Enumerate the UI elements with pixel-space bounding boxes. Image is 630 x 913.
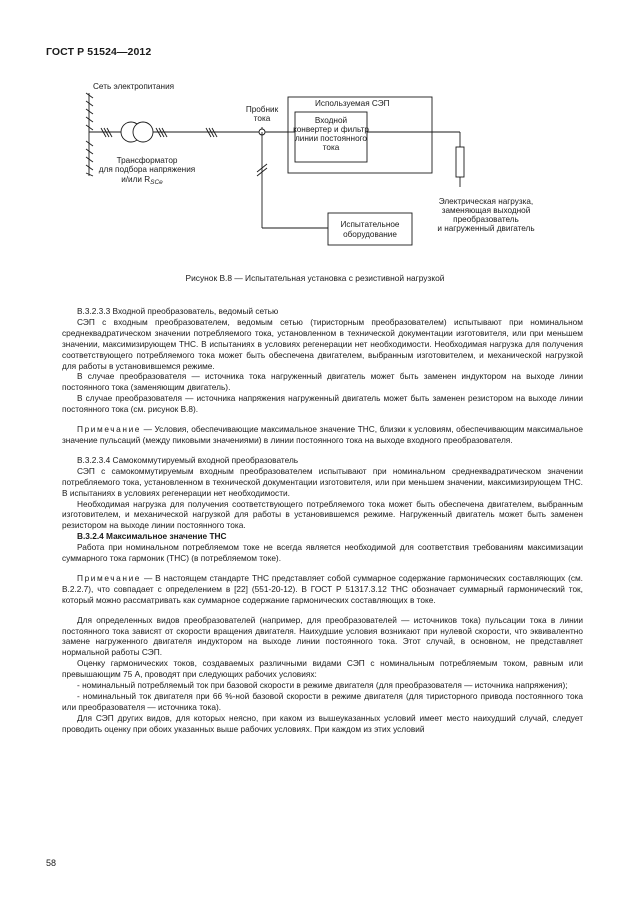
paragraph: В случае преобразователя — источника напряжения нагруженный двигатель может быть заменен резистором на выходе линии постоянного тока (см. рисунок В.8). — [62, 393, 583, 415]
test-equipment-box — [328, 213, 412, 245]
paragraph: В случае преобразователя — источника тока нагруженный двигатель может быть заменен индуктором на выходе линии постоянного тока (заменяющим двигатель). — [62, 371, 583, 393]
paragraph: Работа при номинальном потребляемом токе не всегда является необходимой для соответствия требованиям максимизации суммарного тока гармоник (THC) (в потребляемом токе). — [62, 542, 583, 564]
svg-text:заменяющая выходной: заменяющая выходной — [441, 206, 531, 215]
svg-text:и/или RSCe: и/или $R_{SCe}$ — [121, 175, 163, 186]
paragraph: Для определенных видов преобразователей (например, для преобразователей — источников тока) пульсации тока в линии постоянного тока зависят от скорости вращения двигателя. Наихудшие условия возникают при нулевой скорости, что эквивалентно замене нагруженного двигателя индуктором на выходе линии постоянного тока. Этот случай, в основном, не представляет нормальной работы СЭП. — [62, 614, 583, 658]
paragraph: В.3.2.3.4 Самокоммутируемый входной преобразователь — [77, 454, 299, 465]
test-equipment-label: Испытательное — [340, 220, 400, 229]
paragraph: Оценку гармонических токов, создаваемых различными видами СЭП с номинальным потребляемым током, равным или превышающим 75 А, проводят при следующих рабочих условиях: — [62, 658, 583, 680]
test-setup-diagram — [0, 0, 630, 270]
svg-text:и нагруженный двигатель: и нагруженный двигатель — [437, 224, 535, 233]
section-heading: В.3.2.4 Максимальное значение THC — [77, 531, 227, 542]
resistor-load-icon — [456, 147, 464, 177]
list-item: - номинальный потребляемый ток при базовой скорости в режиме двигателя (для преобразователя — источника напряжения); — [77, 680, 568, 691]
svg-text:для подбора напряжения: для подбора напряжения — [98, 165, 196, 174]
page-number: 58 — [46, 858, 57, 868]
note: Примечание — В настоящем стандарте THC представляет собой суммарное содержание гармонических составляющих (см. В.2.2.7), что совпадает с определением в [22] (551-20-12). В ГОСТ Р 51317.3.12 THC обозначает суммарный гармонический ток, который можно рассматривать как суммарное содержание гармонических составляющих в токе. — [62, 572, 583, 605]
load-label: Электрическая нагрузка, — [438, 197, 534, 206]
svg-text:тока: тока — [253, 114, 271, 123]
paragraph: Для СЭП других видов, для которых неясно, при каком из вышеуказанных условий имеет место наихудший случай, следует проводить оценку при обоих указанных выше рабочих условиях. При каждом из этих условий — [62, 712, 583, 734]
body-text — [62, 306, 583, 735]
svg-text:преобразователь: преобразователь — [453, 215, 519, 224]
paragraph: СЭП с самокоммутируемым входным преобразователем испытывают при номинальном среднеквадратическом значении потребляемого тока, установленном в технической документации изготовителя, или при меньшем значении, максимизирующем THC. В испытаниях в условиях регенерации нет необходимости. — [62, 465, 583, 498]
figure-caption: Рисунок В.8 — Испытательная установка с резистивной нагрузкой — [185, 273, 445, 283]
transformer-label: Трансформатор — [116, 156, 178, 165]
paragraph: СЭП с входным преобразователем, ведомым сетью (тиристорным преобразователем) испытывают при номинальном среднеквадратическом значении потребляемого тока, установленном в технической документации изготовителя, или при меньшем значении, максимизирующем THC. В испытаниях в условиях регенерации нет необходимости. Необходимая нагрузка для получения соответствующего потребляемого тока может быть обеспечена двигателем, выбранным изготовителем, и механической нагрузкой для работы в установившемся режиме. — [62, 316, 583, 371]
list-item: - номинальный ток двигателя при 66 %-ной базовой скорости в режиме двигателя (для тиристорного привода постоянного тока или преобразователя — источника тока). — [62, 691, 583, 712]
note: Примечание — Условия, обеспечивающие максимальное значение THC, близки к условиям, обеспечивающим максимальное значение пульсаций (между пиковыми значениями) в линии постоянного тока на выходе входного преобразователя. — [62, 424, 583, 445]
svg-text:линии постоянного: линии постоянного — [295, 134, 367, 143]
svg-text:конвертер и фильтр: конвертер и фильтр — [293, 125, 369, 134]
svg-text:тока: тока — [322, 143, 340, 152]
paragraph: В.3.2.3.3 Входной преобразователь, ведомый сетью — [77, 306, 279, 316]
supply-label: Сеть электропитания — [93, 82, 175, 91]
paragraph: Необходимая нагрузка для получения соответствующего потребляемого тока может быть обеспечена двигателем, выбранным изготовителем, и механической нагрузкой для работы в установившемся режиме. Нагруженный двигатель может быть заменен резистором на выходе линии постоянного тока. — [62, 498, 583, 531]
svg-text:оборудование: оборудование — [343, 230, 397, 239]
document-header: ГОСТ Р 51524—2012 — [46, 46, 152, 58]
probe-label: Пробник — [245, 105, 279, 114]
converter-label: Входной — [314, 116, 348, 125]
eps-title: Используемая СЭП — [315, 99, 390, 108]
